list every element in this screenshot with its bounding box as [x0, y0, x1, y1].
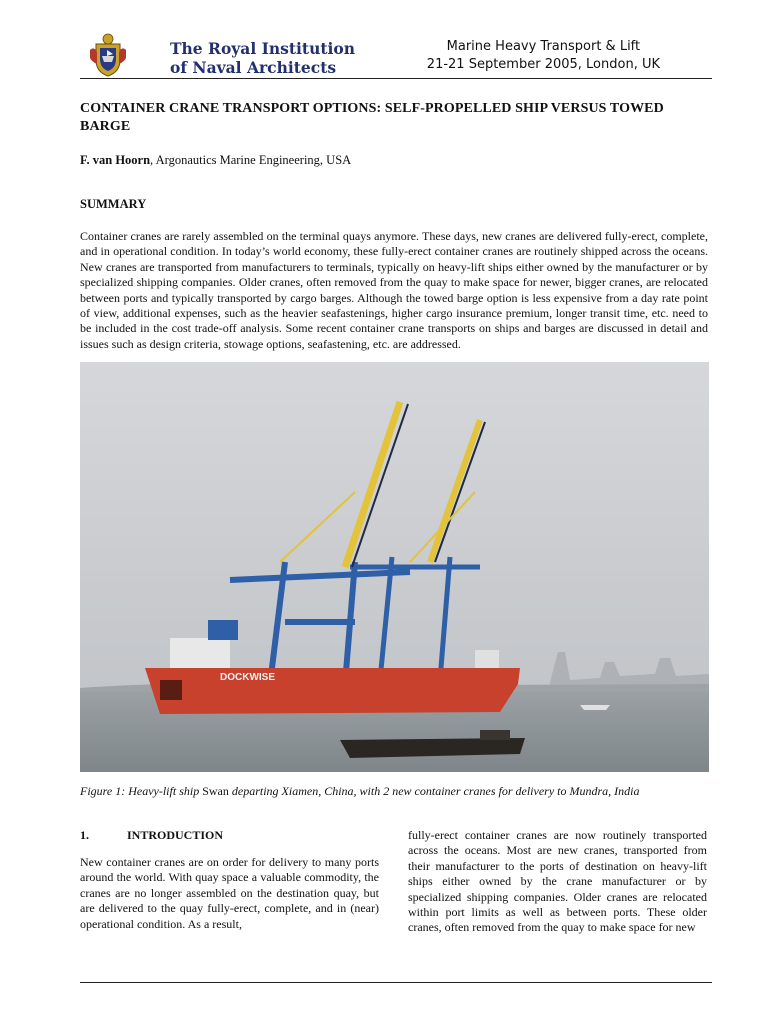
figure-photo: [80, 362, 709, 772]
rina-crest-icon: [88, 32, 128, 78]
intro-paragraph-right: fully-erect container cranes are now routinely transported across the oceans. Most are new cranes, transported from their manufacturer to the ports of destination on heavy-lift ships either owned by the crane manufacturer or by specialized shipping companies. Older cranes are relocated within port limits as well as between ports. These older cranes, often removed from the quay to make space for new: [408, 828, 707, 935]
institution-name: The Royal Institution of Naval Architects: [170, 39, 355, 77]
intro-paragraph-left: New container cranes are on order for delivery to many ports around the world. With quay space a valuable commodity, the cranes are no longer assembled on the destination quay, but are delivered to the quay fully-erect, complete, and in (near) operational condition. As a result,: [80, 855, 379, 931]
conference-name: Marine Heavy Transport & Lift: [446, 39, 641, 54]
ship-name: Swan: [202, 784, 229, 798]
paper-title: CONTAINER CRANE TRANSPORT OPTIONS: SELF-PROPELLED SHIP VERSUS TOWED BARGE: [80, 101, 664, 134]
conference-info: [427, 38, 660, 74]
footer-rule: [80, 982, 712, 983]
intro-left-column: [80, 828, 379, 932]
header-rule: [80, 78, 712, 79]
page-header: [80, 30, 712, 78]
intro-right-column: [408, 828, 707, 936]
conference-date: 21-21 September 2005, London, UK: [426, 57, 660, 72]
summary-heading: SUMMARY: [80, 197, 147, 211]
author-line: [80, 153, 351, 168]
hull-lettering: DOCKWISE: [220, 672, 275, 683]
figure-caption: Figure 1: Heavy-lift ship Swan departing Xiamen, China, with 2 new container cranes for delivery to Mundra, India: [80, 784, 640, 798]
author-name: F. van Hoorn: [80, 153, 151, 167]
summary-text: Container cranes are rarely assembled on the terminal quays anymore. These days, new cranes are delivered fully-erect, complete, and in operational condition. In today’s world economy, these fully-erect container cranes are routinely shipped across the oceans. New cranes are transported from manufacturers to terminals, typically on heavy-lift ships either owned by the manufacturer or by specialized shipping companies. Older cranes, often removed from the quay to make space for newer, bigger cranes, are relocated between ports and typically transported by cargo barges. Although the towed barge option is less expensive from a day rate point of view, additional expenses, such as the heavier seafastenings, higher cargo insurance premium, longer transit time, etc. need to be included in the cost trade-off analysis. Some recent container crane transports on ships and barges are discussed in detail and issues such as design criteria, stowage options, seafastening, etc. are addressed.: [80, 229, 708, 351]
section-heading: 1. INTRODUCTION: [80, 828, 224, 842]
author-affiliation: , Argonautics Marine Engineering, USA: [150, 153, 352, 167]
